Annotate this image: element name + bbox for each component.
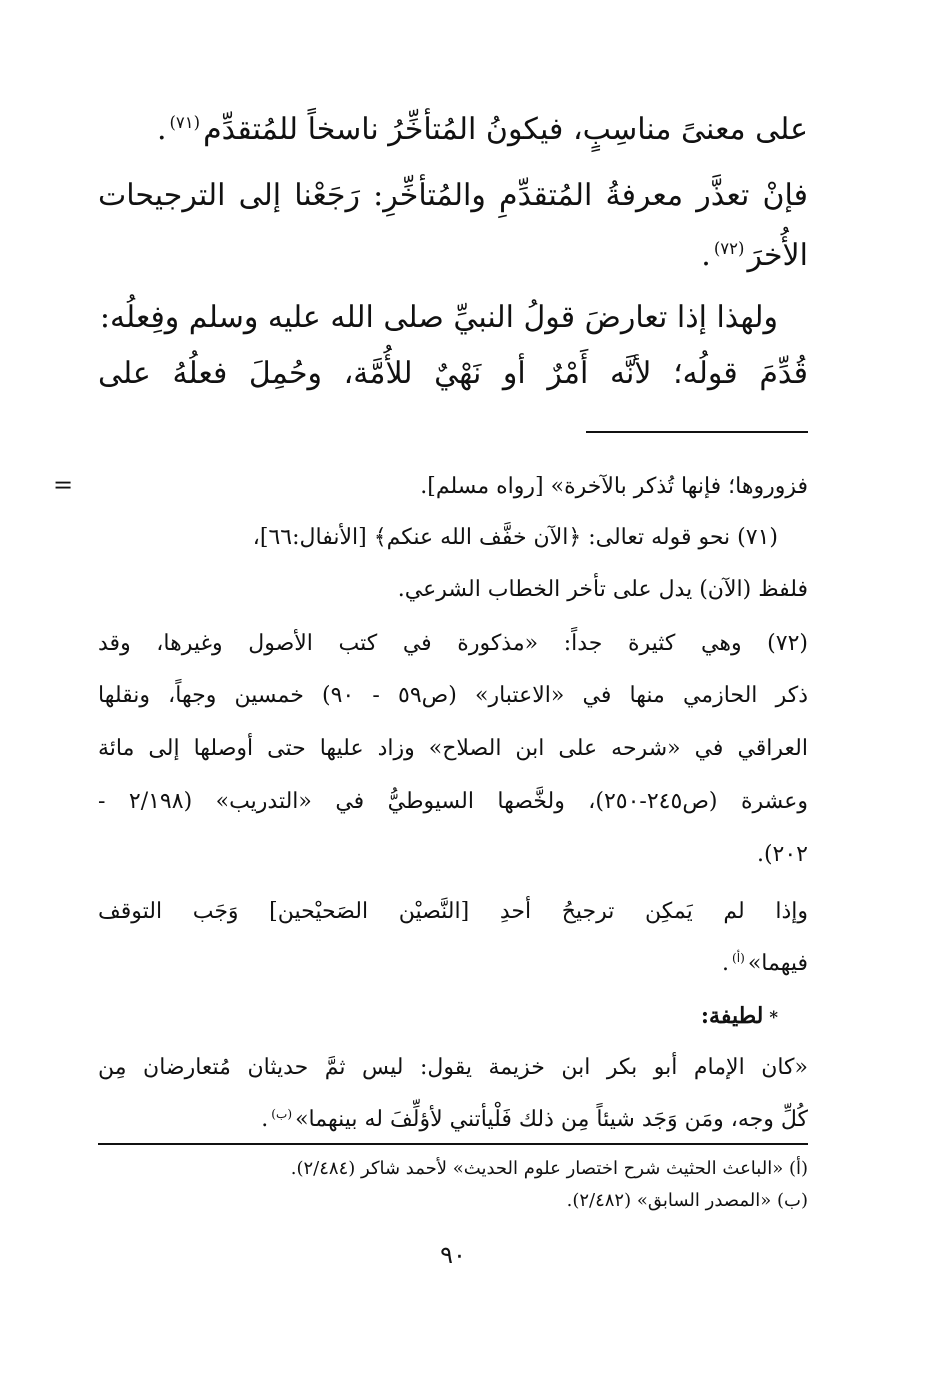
footnote-text: ٢٠٢). <box>756 842 808 867</box>
editor-note-ref-b: (ب) <box>271 1106 293 1121</box>
main-text-line-2 <box>98 176 808 216</box>
footnote-line <box>98 733 808 765</box>
footnote-line <box>98 948 808 980</box>
editor-note-text: (ب) «المصدر السابق» (٢/٤٨٢). <box>566 1190 808 1211</box>
footnote-line <box>98 522 778 554</box>
editor-note-text: (أ) «الباعث الحثيث شرح اختصار علوم الحديث» لأحمد شاكر (٢/٤٨٤). <box>290 1158 808 1179</box>
footnote-line <box>98 786 808 818</box>
footnote-text: كُلِّ وجه، ومَن وَجَد شيئاً مِن ذلك فَلْيأتني لأؤلِّفَ له بينهما» <box>295 1107 808 1132</box>
footnote-line <box>98 1104 808 1136</box>
editor-note-a <box>98 1156 808 1182</box>
main-text-line-5 <box>98 354 808 394</box>
footnote-text: فيهما» <box>747 951 808 976</box>
main-text-line-4 <box>98 298 778 338</box>
footnote-text: فزوروها؛ فإنها تُذكر بالآخرة» [رواه مسلم]. <box>420 474 808 499</box>
period: . <box>156 112 167 147</box>
main-text: ولهذا إذا تعارضَ قولُ النبيِّ صلى الله عليه وسلم وفِعلُه: <box>99 300 778 335</box>
editor-notes-separator <box>98 1143 808 1145</box>
footnote-line <box>98 471 808 503</box>
bullet-icon: * <box>769 1008 778 1027</box>
editor-note-b <box>98 1188 808 1214</box>
main-text: على معنىً مناسِبٍ، فيكونُ المُتأخِّرُ ناسخاً للمُتقدِّم <box>203 112 808 147</box>
footnote-text: (٧٢) وهي كثيرة جداً: «مذكورة في كتب الأصول وغيرها، وقد <box>98 631 808 656</box>
footnote-ref-72: (٧٢) <box>713 239 745 258</box>
main-text: الأُخرَ <box>747 238 808 273</box>
footnote-text: وإذا لم يَمكِن ترجيحُ أحدِ [النَّصيْن الصَحيْحين] وَجَب التوقف <box>98 899 808 924</box>
footnote-line <box>98 1052 808 1084</box>
footnote-line <box>98 839 808 871</box>
latifa-heading <box>98 1000 778 1034</box>
footnote-text: ذكر الحازمي منها في «الاعتبار» (ص٥٩ - ٩٠) خمسين وجهاً، ونقلها <box>98 683 808 708</box>
editor-note-ref-a: (أ) <box>732 950 745 965</box>
main-text-line-3 <box>98 236 808 276</box>
main-text-line-1 <box>98 110 808 150</box>
footnote-line <box>98 896 808 928</box>
book-page <box>53 90 808 1375</box>
footnote-line <box>98 680 808 712</box>
main-text: قُدِّمَ قولُه؛ لأنَّه أَمْرٌ أو نَهْيٌ للأُمَّة، وحُمِلَ فعلُهُ على <box>98 356 808 391</box>
footnote-ref-71: (٧١) <box>169 113 201 132</box>
footnote-line <box>98 628 808 660</box>
period: . <box>261 1107 269 1132</box>
period: . <box>701 238 711 273</box>
footnote-text: «كان الإمام أبو بكر ابن خزيمة يقول: ليس ثمَّ حديثان مُتعارضان مِن <box>98 1055 808 1080</box>
continuation-mark: = <box>53 471 74 499</box>
footnote-line <box>98 574 808 606</box>
latifa-title: لطيفة: <box>700 1003 764 1029</box>
main-text: فإنْ تعذَّر معرفةُ المُتقدِّمِ والمُتأخِّرِ: رَجَعْنا إلى الترجيحات <box>98 178 808 213</box>
footnote-text: وعشرة (ص٢٤٥-٢٥٠)، ولخَّصها السيوطيُّ في «التدريب» (٢/١٩٨ - <box>98 789 808 814</box>
period: . <box>722 951 730 976</box>
page-number: ٩٠ <box>440 1241 466 1269</box>
footnote-separator <box>586 431 808 433</box>
footnote-text: العراقي في «شرحه على ابن الصلاح» وزاد عليها حتى أوصلها إلى مائة <box>98 736 808 761</box>
footnote-text: فلفظ (الآن) يدل على تأخر الخطاب الشرعي. <box>397 577 808 602</box>
footnote-text: (٧١) نحو قوله تعالى: ﴿الآن خفَّف الله عنكم﴾ [الأنفال:٦٦]، <box>252 525 778 550</box>
